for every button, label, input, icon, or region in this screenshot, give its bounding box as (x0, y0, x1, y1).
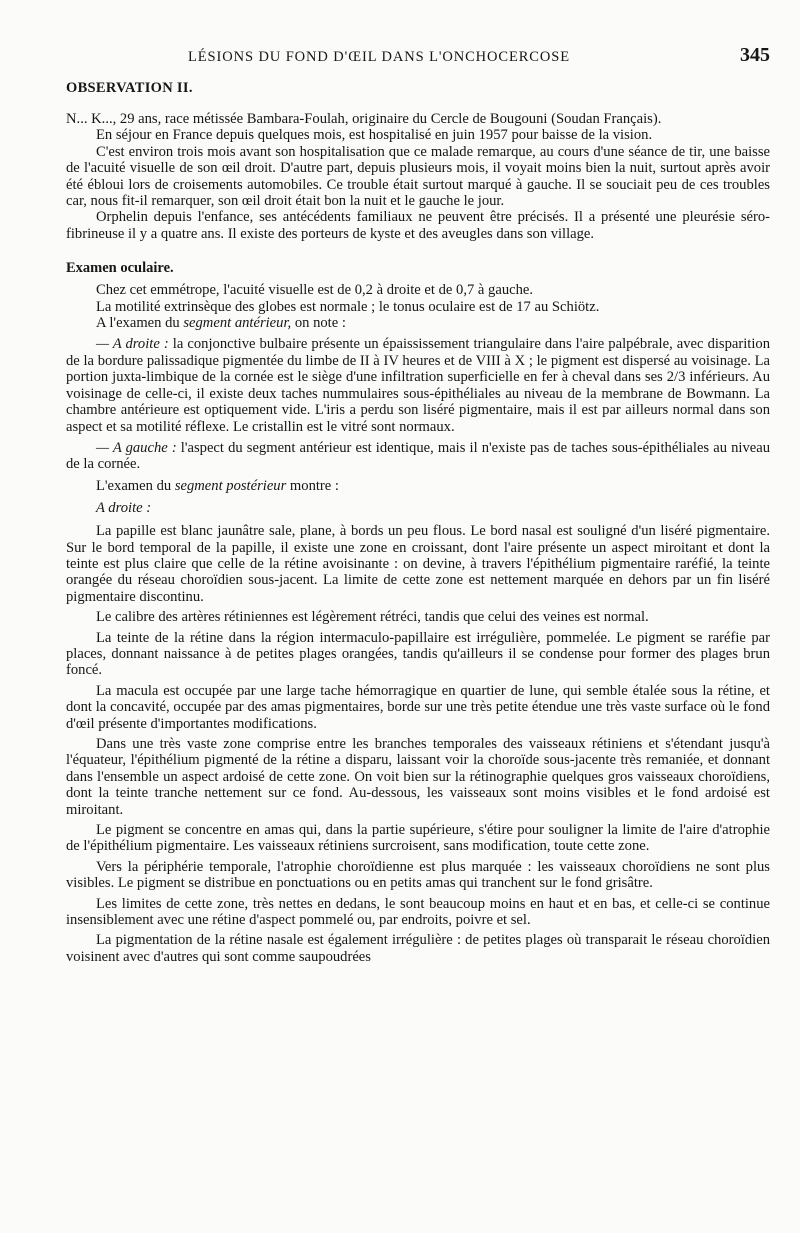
posterior-paragraph-nasal: La pigmentation de la rétine nasale est également irrégulière : de petites plages où transparait le réseau choroïdien voisinent avec d'autres qui sont comme saupoudrées (66, 932, 770, 965)
intro-paragraph-2: En séjour en France depuis quelques mois, est hospitalisé en juin 1957 pour baisse de la vision. (96, 127, 653, 144)
anterior-segment-term: segment antérieur, (183, 315, 292, 332)
posterior-paragraph-vast-zone: Dans une très vaste zone comprise entre les branches temporales des vaisseaux rétiniens et s'étendant jusqu'à l'équateur, l'épithélium pigmenté de la rétine a disparu, laissant voir la choroïde sous-jacente très remaniée, et donnant dans l'ensemble un aspect ardoisé de cette zone. On voit bien sur la rétinographie quelques gros vaisseaux choroïdiens, dont la teinte tranche nettement sur ce fond. Au-dessous, les vaisseaux sont moins visibles et le fond ardoisé est miroitant. (66, 736, 770, 818)
right-eye-label: — A droite : (96, 336, 169, 353)
intro-paragraph-1: N... K..., 29 ans, race métissée Bambara-Foulah, originaire du Cercle de Bougouni (Soudan Français). (66, 111, 662, 127)
running-title: LÉSIONS DU FOND D'ŒIL DANS L'ONCHOCERCOSE (188, 49, 570, 65)
posterior-paragraph-pigment: Le pigment se concentre en amas qui, dans la partie supérieure, s'étire pour souligner la limite de l'aire d'atrophie de l'épithélium pigmentaire. Les vaisseaux rétiniens surcroisent, sans modification, toute cette zone. (66, 822, 770, 855)
posterior-paragraph-arteries: Le calibre des artères rétiniennes est légèrement rétréci, tandis que celui des veines est normal. (96, 609, 649, 626)
posterior-intro-suffix: montre : (286, 477, 339, 494)
exam-posterior-intro (66, 478, 770, 494)
exam-anterior-intro (66, 315, 770, 331)
section-title-exam: Examen oculaire. (66, 260, 174, 277)
posterior-paragraph-limits: Les limites de cette zone, très nettes en dedans, le sont beaucoup moins en haut et en bas, et celle-ci se continue insensiblement avec une rétine d'aspect pommelé ou, par endroits, poivre et sel. (66, 895, 770, 929)
posterior-paragraph-retina-tint: La teinte de la rétine dans la région intermaculo-papillaire est irrégulière, pommelée. Le pigment se raréfie par places, donnant naissance à de petites plages orangées, tandis qu'ailleurs il se condense pour former des plages brun foncé. (66, 629, 770, 679)
anterior-intro-suffix: on note : (291, 315, 346, 332)
posterior-paragraph-periphery: Vers la périphérie temporale, l'atrophie choroïdienne est plus marquée : les vaisseaux choroïdiens ne sont plus visibles. Le pigment se distribue en ponctuations ou en petits amas qui tranchent sur le fond grisâtre. (66, 858, 770, 892)
right-eye-text: la conjonctive bulbaire présente un épaississement triangulaire dans l'aire palpébrale, avec disparition de la bordure palissadique pigmentée du limbe de II à IV heures et de VIII à X ; le pigment est dispersé au voisinage. La portion juxta-limbique de la cornée est le siège d'une infiltration superficielle en fer à cheval dans ses 2/3 inférieurs. Au voisinage de celle-ci, il existe deux taches nummulaires sous-épithéliales au niveau de la membrane de Bowmann. La chambre antérieure est optiquement vide. L'iris a perdu son liséré pigmentaire, mais il est par ailleurs normal dans son aspect et sa motilité réflexe. Le cristallin est le vitré sont normaux. (66, 336, 770, 435)
posterior-intro-prefix: L'examen du (96, 477, 175, 494)
exam-motility-paragraph: La motilité extrinsèque des globes est normale ; le tonus oculaire est de 17 au Schiötz. (96, 298, 600, 315)
posterior-right-subheading: A droite : (96, 500, 152, 517)
posterior-paragraph-papilla: La papille est blanc jaunâtre sale, plane, à bords un peu flous. Le bord nasal est souligné d'un liséré pigmentaire. Sur le bord temporal de la papille, il existe une zone en croissant, dont l'aire présente un aspect miroitant et dont la teinte est plus claire que celle de la rétine avoisinante : on devine, à travers l'épithélium pigmentaire raréfié, la teinte orangée du réseau choroïdien sous-jacent. La limite de cette zone est nettement marquée en dehors par un fin liséré pigmentaire discontinu. (66, 523, 770, 605)
exam-anterior-left (66, 440, 770, 473)
intro-paragraph-3: C'est environ trois mois avant son hospitalisation que ce malade remarque, au cours d'une séance de tir, une baisse de l'acuité visuelle de son œil droit. D'autre part, depuis plusieurs mois, il voyait moins bien la nuit, surtout après avoir été ébloui lors de croisements automobiles. Ce trouble était surtout marqué à gauche. Il se souciait peu de ces troubles car, nous fit-il remarquer, son œil droit était bon la nuit et le gauche le jour. (66, 143, 770, 210)
left-eye-text: l'aspect du segment antérieur est identique, mais il n'existe pas de taches sous-épithéliales au niveau de la cornée. (66, 439, 770, 473)
intro-paragraph-4: Orphelin depuis l'enfance, ses antécédents familiaux ne peuvent être précisés. Il a présenté une pleurésie séro-fibrineuse il y a quatre ans. Il existe des porteurs de kyste et des aveugles dans son village. (66, 209, 770, 242)
exam-anterior-right (66, 336, 770, 434)
page-number: 345 (740, 44, 770, 66)
anterior-intro-prefix: A l'examen du (96, 315, 184, 332)
posterior-paragraph-macula: La macula est occupée par une large tache hémorragique en quartier de lune, qui semble étalée sous la rétine, et dont la concavité, occupée par des amas pigmentaires, borde sur une très petite étendue une très vaste surface où le fond d'œil présente d'importantes modifications. (66, 682, 770, 732)
posterior-segment-term: segment postérieur (174, 477, 287, 494)
left-eye-label: — A gauche : (96, 439, 177, 456)
exam-acuity-paragraph: Chez cet emmétrope, l'acuité visuelle est de 0,2 à droite et de 0,7 à gauche. (96, 282, 534, 299)
running-header (66, 44, 770, 74)
observation-title: OBSERVATION II. (66, 80, 193, 96)
